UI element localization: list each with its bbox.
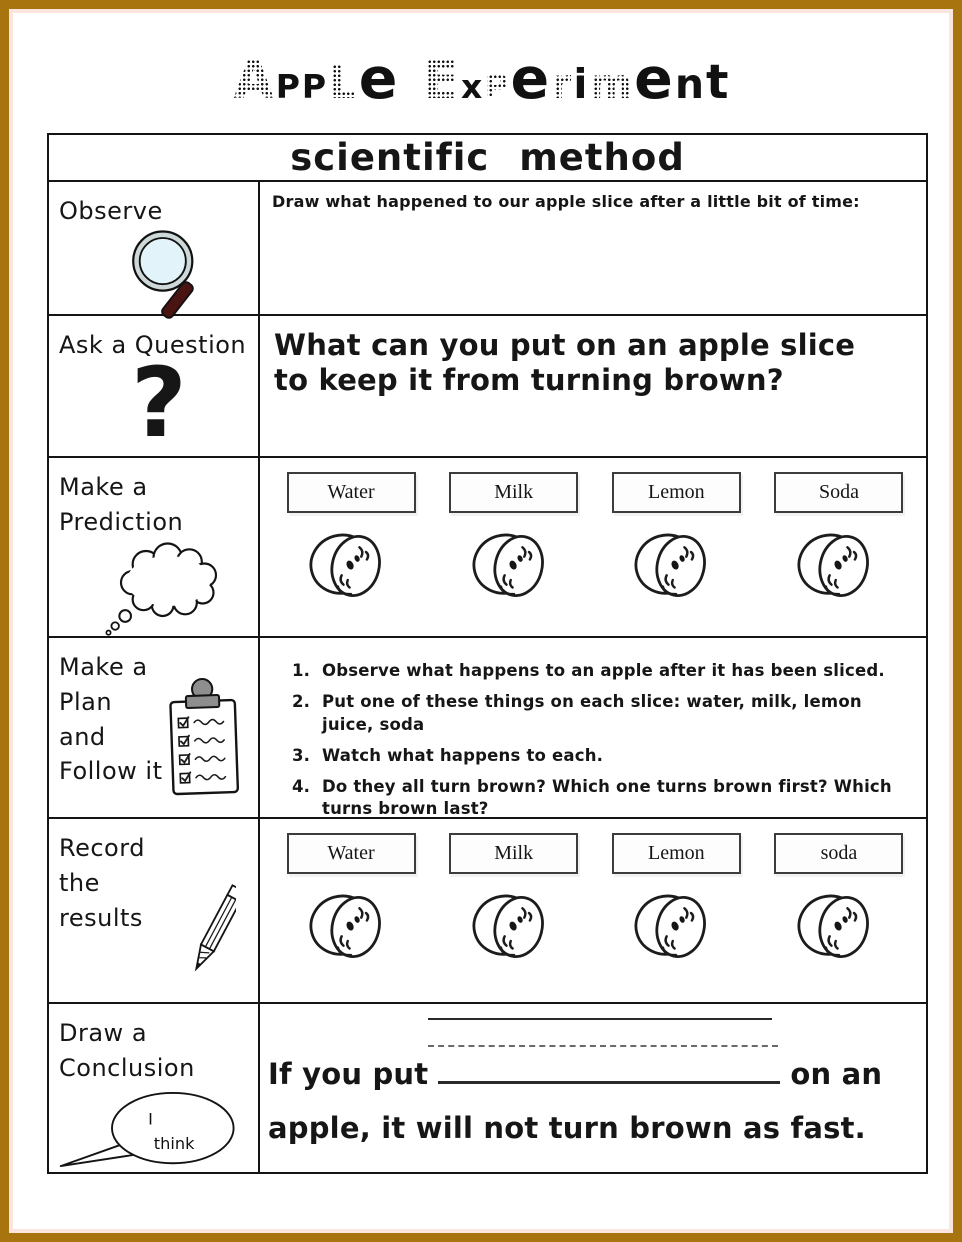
- prediction-column-milk: [449, 472, 579, 609]
- apple-slice-illustration: [628, 523, 724, 609]
- speech-bubble-text-line1: I: [148, 1109, 153, 1129]
- step-text: Watch what happens to each.: [322, 745, 604, 765]
- apple-slice-illustration: [791, 884, 887, 970]
- table-header-row: [49, 135, 926, 180]
- prediction-content-cell: [260, 458, 926, 636]
- question-label-cell: [49, 316, 260, 459]
- plan-step: [292, 745, 908, 767]
- plan-step: [292, 691, 908, 736]
- prediction-column-water: [286, 472, 416, 609]
- record-column-milk: [449, 833, 579, 970]
- record-content-cell: [260, 819, 926, 1002]
- observe-prompt: Draw what happened to our apple slice after a little bit of time:: [272, 192, 860, 211]
- row-make-plan: [49, 636, 926, 817]
- step-number: 4.: [292, 777, 311, 797]
- prediction-box-water: Water: [287, 472, 416, 513]
- conclusion-label-cell: [49, 1004, 260, 1172]
- plan-label-cell: [49, 638, 260, 817]
- writing-guide-top-line: [428, 1018, 772, 1020]
- record-column-water: [286, 833, 416, 970]
- apple-slice-illustration: [303, 884, 399, 970]
- conclusion-prefix: If you put: [268, 1057, 429, 1091]
- observe-content-cell: [260, 182, 926, 314]
- observe-label-cell: [49, 182, 260, 314]
- page-title: APPLe ExPeriment: [233, 46, 729, 112]
- row-observe: [49, 180, 926, 314]
- apple-slice-illustration: [466, 884, 562, 970]
- row-draw-conclusion: [49, 1002, 926, 1172]
- speech-bubble-icon: [55, 1090, 245, 1170]
- step-number: 2.: [292, 692, 311, 712]
- record-box-milk: Milk: [449, 833, 578, 874]
- apple-slice-illustration: [628, 884, 724, 970]
- step-text: Observe what happens to an apple after it has been sliced.: [322, 661, 885, 680]
- prediction-box-lemon: Lemon: [612, 472, 741, 513]
- prediction-column-lemon: [611, 472, 741, 609]
- step-text: Put one of these things on each slice: water, milk, lemon juice, soda: [322, 692, 862, 734]
- prediction-box-soda: Soda: [774, 472, 903, 513]
- apple-slice-illustration: [791, 523, 887, 609]
- plan-step: [292, 776, 908, 821]
- thought-bubble-icon: [95, 536, 247, 636]
- scientific-method-table: [47, 133, 928, 1174]
- question-content-cell: [260, 316, 926, 456]
- plan-steps-list: [260, 638, 926, 821]
- record-box-lemon: Lemon: [612, 833, 741, 874]
- prediction-column-soda: [774, 472, 904, 609]
- apple-slice-illustration: [466, 523, 562, 609]
- conclusion-content-cell: [260, 1004, 926, 1172]
- magnifying-glass-icon: [121, 226, 223, 322]
- table-header-title: scientific method: [290, 136, 685, 179]
- step-number: 3.: [292, 745, 311, 765]
- writing-guide-dashed-line: [428, 1045, 778, 1047]
- prediction-label-cell: [49, 458, 260, 636]
- record-column-lemon: [611, 833, 741, 970]
- speech-bubble-text-line2: think: [153, 1134, 195, 1153]
- pencil-icon: [158, 871, 236, 983]
- clipboard-icon: [158, 672, 250, 800]
- row-record-results: [49, 817, 926, 1002]
- record-label: Record the results: [59, 834, 145, 932]
- step-number: 1.: [292, 661, 311, 680]
- conclusion-blank-line: [438, 1054, 780, 1084]
- conclusion-suffix: on an apple, it will not turn brown as fast.: [268, 1057, 883, 1145]
- question-text: What can you put on an apple slice to keep it from turning brown?: [274, 328, 856, 397]
- record-box-soda: soda: [774, 833, 903, 874]
- question-mark-icon: ?: [131, 346, 187, 459]
- prediction-label: Make a Prediction: [59, 473, 184, 536]
- apple-slice-illustration: [303, 523, 399, 609]
- observe-label: Observe: [59, 197, 163, 225]
- plan-step: [292, 660, 908, 682]
- record-label-cell: [49, 819, 260, 1002]
- record-box-water: Water: [287, 833, 416, 874]
- row-make-prediction: [49, 456, 926, 636]
- ask-question-label: Ask a Question: [59, 331, 247, 359]
- conclusion-label: Draw a Conclusion: [59, 1019, 195, 1082]
- row-ask-question: [49, 314, 926, 459]
- step-text: Do they all turn brown? Which one turns brown first? Which turns brown last?: [322, 777, 892, 819]
- conclusion-sentence: [260, 1004, 926, 1155]
- record-column-soda: [774, 833, 904, 970]
- prediction-box-milk: Milk: [449, 472, 578, 513]
- plan-content-cell: [260, 638, 926, 817]
- plan-label: Make a Plan and Follow it: [59, 653, 163, 786]
